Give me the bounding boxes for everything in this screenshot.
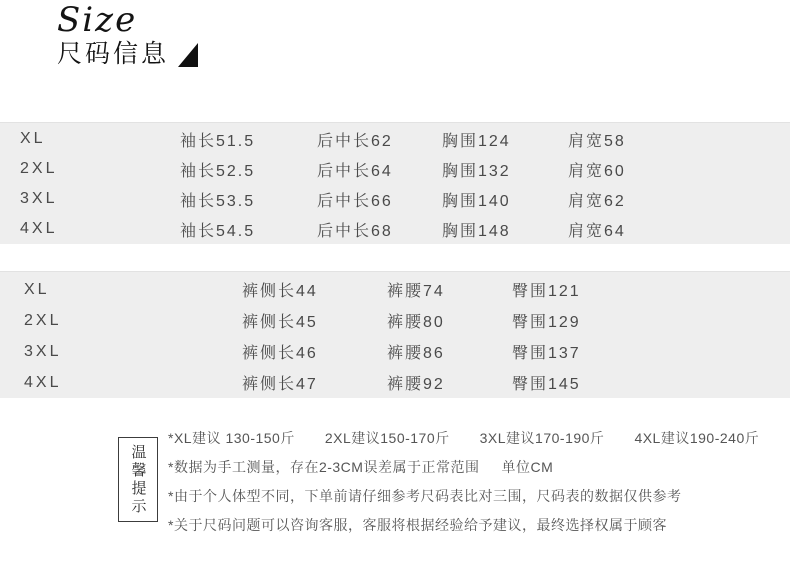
hip-cell: 臀围121	[512, 283, 581, 300]
sleeve-length-cell: 袖长51.5	[180, 132, 256, 150]
top-garment-size-table	[0, 122, 790, 244]
bust-cell: 胸围140	[442, 192, 511, 210]
triangle-icon	[178, 43, 198, 67]
page-title: 尺码信息	[57, 40, 170, 68]
size-label: 3XL	[20, 190, 58, 207]
note-weight-recommendation	[168, 430, 768, 446]
size-label: 3XL	[24, 342, 62, 360]
warm-tips-box	[118, 437, 158, 522]
pants-waist-cell: 裤腰86	[387, 345, 445, 362]
bust-cell: 胸围124	[442, 132, 511, 150]
size-label: 4XL	[24, 373, 62, 391]
note-segment: *数据为手工测量，存在2-3CM误差属于正常范围	[168, 459, 480, 475]
section-title-row	[57, 40, 198, 68]
shoulder-cell: 肩宽62	[568, 192, 626, 210]
size-label: XL	[20, 130, 46, 147]
back-length-cell: 后中长68	[317, 222, 393, 240]
notes-section	[168, 430, 768, 546]
script-title: Size	[57, 0, 138, 40]
sleeve-length-cell: 袖长52.5	[180, 162, 256, 180]
note-segment: *关于尺码问题可以咨询客服，客服将根据经验给予建议，最终选择权属于顾客	[168, 517, 667, 533]
pants-waist-cell: 裤腰80	[387, 314, 445, 331]
hip-cell: 臀围129	[512, 314, 581, 331]
pants-size-table	[0, 271, 790, 398]
note-segment: 4XL建议190-240斤	[634, 430, 760, 446]
table-row	[0, 305, 790, 336]
pants-side-length-cell: 裤侧长44	[242, 283, 318, 300]
pants-side-length-cell: 裤侧长47	[242, 376, 318, 393]
pants-side-length-cell: 裤侧长45	[242, 314, 318, 331]
sleeve-length-cell: 袖长54.5	[180, 222, 256, 240]
size-label: 4XL	[20, 220, 58, 237]
shoulder-cell: 肩宽60	[568, 162, 626, 180]
note-customer-service	[168, 517, 768, 533]
shoulder-cell: 肩宽58	[568, 132, 626, 150]
pants-side-length-cell: 裤侧长46	[242, 345, 318, 362]
table-row	[0, 274, 790, 305]
table-row	[0, 336, 790, 367]
note-segment: 3XL建议170-190斤	[479, 430, 605, 446]
table-row	[0, 214, 790, 244]
pants-waist-cell: 裤腰92	[387, 376, 445, 393]
note-body-type	[168, 488, 768, 504]
table-row	[0, 154, 790, 184]
note-measurement-tolerance	[168, 459, 768, 475]
bust-cell: 胸围148	[442, 222, 511, 240]
hip-cell: 臀围145	[512, 376, 581, 393]
note-segment: 2XL建议150-170斤	[324, 430, 450, 446]
back-length-cell: 后中长66	[317, 192, 393, 210]
note-segment: *由于个人体型不同，下单前请仔细参考尺码表比对三围，尺码表的数据仅供参考	[168, 488, 682, 504]
note-segment: *XL建议 130-150斤	[168, 430, 295, 446]
back-length-cell: 后中长64	[317, 162, 393, 180]
warm-tips-label: 温馨提示	[129, 443, 147, 516]
back-length-cell: 后中长62	[317, 132, 393, 150]
note-segment: 单位CM	[501, 459, 554, 475]
pants-waist-cell: 裤腰74	[387, 283, 445, 300]
size-label: 2XL	[20, 160, 58, 177]
table-row	[0, 184, 790, 214]
sleeve-length-cell: 袖长53.5	[180, 192, 256, 210]
shoulder-cell: 肩宽64	[568, 222, 626, 240]
bust-cell: 胸围132	[442, 162, 511, 180]
page-header	[57, 2, 198, 68]
size-label: XL	[24, 280, 50, 298]
table-row	[0, 367, 790, 398]
table-row	[0, 124, 790, 154]
hip-cell: 臀围137	[512, 345, 581, 362]
size-label: 2XL	[24, 311, 62, 329]
